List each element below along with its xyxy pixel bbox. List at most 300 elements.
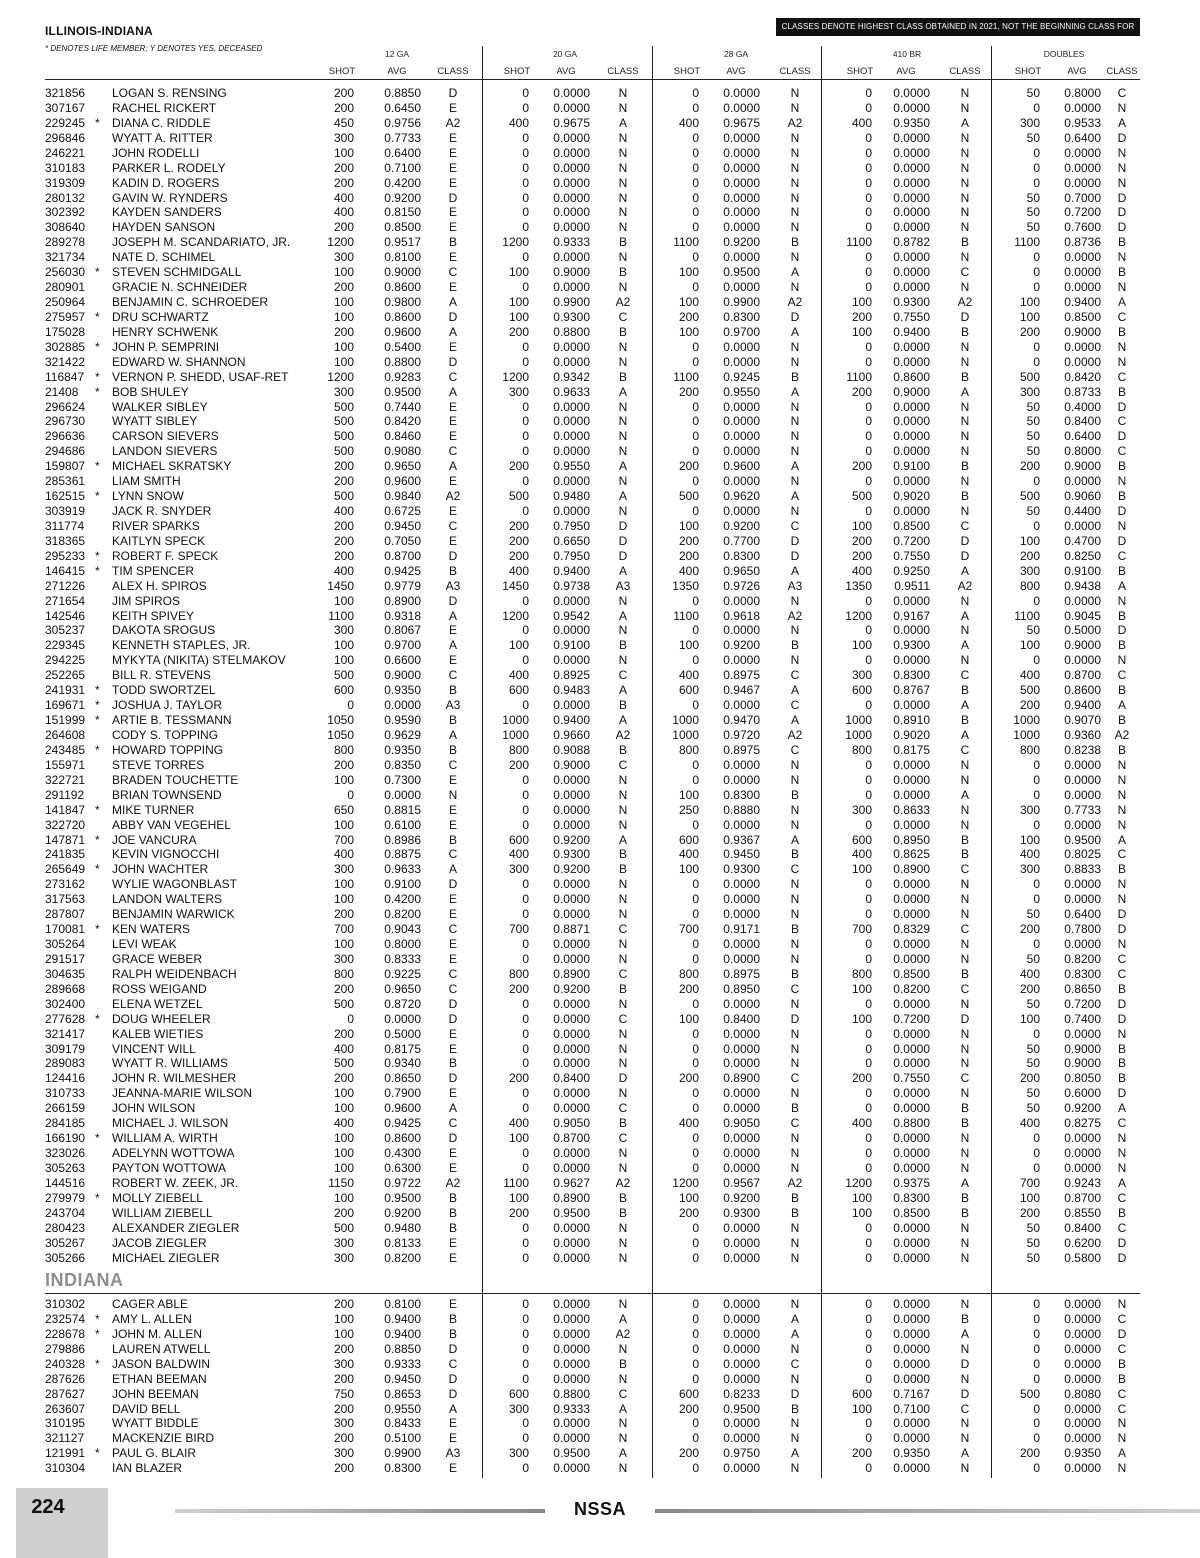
shot-count: 0	[522, 772, 529, 787]
shot-count: 50	[1026, 1086, 1040, 1101]
table-row	[0, 877, 1200, 892]
average: 0.7100	[893, 1401, 930, 1416]
shot-count: 200	[508, 324, 529, 339]
average: 0.8175	[893, 742, 930, 757]
member-name: RIVER SPARKS	[112, 518, 200, 533]
class: D	[448, 190, 458, 205]
member-name: WALKER SIBLEY	[112, 399, 208, 414]
class: N	[618, 1160, 628, 1175]
table-row	[0, 459, 1200, 474]
class: E	[448, 817, 458, 832]
average: 0.0000	[553, 1220, 590, 1235]
shot-count: 0	[692, 1416, 699, 1431]
shot-count: 0	[522, 1371, 529, 1386]
average: 0.7400	[1064, 1011, 1101, 1026]
average: 0.8400	[723, 1011, 760, 1026]
table-row	[0, 623, 1200, 638]
shot-count: 0	[692, 1101, 699, 1116]
shot-count: 100	[508, 638, 529, 653]
shot-count: 400	[508, 1116, 529, 1131]
class: C	[960, 1071, 970, 1086]
class: N	[790, 429, 800, 444]
member-id: 287807	[45, 907, 86, 922]
column-header-shot: SHOT	[1014, 66, 1042, 77]
class: A2	[445, 115, 461, 130]
shot-count: 200	[678, 309, 699, 324]
average: 0.8900	[384, 593, 421, 608]
class: N	[960, 504, 970, 519]
shot-count: 500	[333, 489, 354, 504]
shot-count: 400	[1019, 966, 1040, 981]
shot-count: 0	[522, 280, 529, 295]
class: N	[960, 951, 970, 966]
class: B	[618, 1356, 628, 1371]
shot-count: 300	[508, 1446, 529, 1461]
shot-count: 400	[851, 1116, 872, 1131]
shot-count: 800	[678, 742, 699, 757]
footer-rule-right	[655, 1509, 1200, 1513]
class: N	[960, 937, 970, 951]
class: N	[960, 892, 970, 907]
average: 0.0000	[723, 339, 760, 354]
class: B	[960, 459, 970, 474]
member-name: DAKOTA SROGUS	[112, 623, 216, 638]
average: 0.0000	[553, 1011, 590, 1026]
class: D	[790, 548, 800, 563]
class: C	[1117, 668, 1127, 683]
shot-count: 200	[333, 518, 354, 533]
shot-count: 500	[333, 429, 354, 444]
shot-count: 200	[1019, 548, 1040, 563]
average: 0.7200	[1064, 205, 1101, 220]
shot-count: 200	[333, 1401, 354, 1416]
class: B	[618, 862, 628, 877]
average: 0.9000	[1064, 1056, 1101, 1071]
member-name: KEN WATERS	[112, 922, 191, 937]
average: 0.9511	[894, 578, 930, 593]
class: D	[448, 996, 458, 1011]
average: 0.0000	[723, 280, 760, 295]
average: 0.9483	[553, 683, 590, 698]
average: 0.7600	[1064, 220, 1101, 235]
class: C	[618, 1011, 628, 1026]
class: C	[790, 1356, 800, 1371]
shot-count: 0	[522, 1311, 529, 1326]
shot-count: 0	[865, 1250, 872, 1265]
member-id: 243704	[45, 1205, 86, 1220]
shot-count: 0	[692, 145, 699, 160]
class: A	[1117, 1175, 1127, 1190]
table-row	[0, 146, 1200, 161]
average: 0.8200	[1064, 951, 1101, 966]
shot-count: 200	[678, 1401, 699, 1416]
shot-count: 0	[692, 1220, 699, 1235]
class: N	[790, 354, 800, 369]
shot-count: 0	[692, 250, 699, 265]
class: B	[448, 1326, 458, 1341]
average: 0.9200	[553, 981, 590, 996]
class: N	[960, 1371, 970, 1386]
average: 0.0000	[553, 1341, 590, 1356]
life-member-mark: *	[95, 265, 100, 280]
shot-count: 200	[1019, 922, 1040, 937]
member-name: JEANNA-MARIE WILSON	[112, 1086, 253, 1101]
average: 0.0000	[723, 1086, 760, 1101]
average: 0.8700	[384, 548, 421, 563]
average: 0.9738	[553, 578, 590, 593]
average: 0.0000	[553, 86, 590, 100]
shot-count: 50	[1026, 444, 1040, 459]
shot-count: 0	[865, 996, 872, 1011]
average: 0.0000	[553, 145, 590, 160]
column-header-avg: AVG	[387, 66, 407, 77]
average: 0.0000	[1064, 593, 1101, 608]
member-name: LYNN SNOW	[112, 489, 184, 504]
table-row	[0, 653, 1200, 668]
shot-count: 0	[692, 1326, 699, 1341]
shot-count: 200	[333, 86, 354, 100]
average: 0.9318	[384, 608, 421, 623]
average: 0.4200	[384, 892, 421, 907]
shot-count: 0	[522, 414, 529, 429]
class: N	[790, 1461, 800, 1476]
class: N	[960, 1220, 970, 1235]
average: 0.7200	[893, 533, 930, 548]
class: N	[960, 877, 970, 892]
class: A	[790, 324, 800, 339]
class: D	[448, 1071, 458, 1086]
average: 0.9550	[384, 1401, 421, 1416]
average: 0.9517	[384, 235, 421, 250]
table-row	[0, 967, 1200, 982]
shot-count: 0	[865, 145, 872, 160]
member-name: ETHAN BEEMAN	[112, 1371, 207, 1386]
class: N	[1117, 518, 1127, 533]
shot-count: 200	[333, 907, 354, 922]
shot-count: 600	[678, 1386, 699, 1401]
member-id: 264608	[45, 727, 86, 742]
class: N	[790, 877, 800, 892]
class: D	[790, 533, 800, 548]
shot-count: 100	[333, 638, 354, 653]
table-row	[0, 1327, 1200, 1342]
shot-count: 0	[522, 354, 529, 369]
average: 0.0000	[723, 653, 760, 668]
shot-count: 300	[333, 1446, 354, 1461]
average: 0.0000	[893, 1101, 930, 1116]
average: 0.0000	[553, 250, 590, 265]
member-name: WILLIAM ZIEBELL	[112, 1205, 213, 1220]
shot-count: 300	[333, 623, 354, 638]
average: 0.0000	[1064, 280, 1101, 295]
shot-count: 200	[851, 548, 872, 563]
shot-count: 0	[865, 653, 872, 668]
shot-count: 0	[692, 1026, 699, 1041]
average: 0.0000	[553, 1416, 590, 1431]
class: N	[618, 145, 628, 160]
shot-count: 100	[333, 1146, 354, 1161]
table-row	[0, 176, 1200, 191]
class: B	[618, 1190, 628, 1205]
class: N	[1117, 1297, 1127, 1311]
member-name: JASON BALDWIN	[112, 1356, 211, 1371]
average: 0.0000	[1064, 265, 1101, 280]
member-id: 121991	[45, 1446, 86, 1461]
average: 0.7440	[384, 399, 421, 414]
class: C	[448, 847, 458, 862]
table-row	[0, 698, 1200, 713]
average: 0.0000	[723, 1326, 760, 1341]
member-name: KAITLYN SPECK	[112, 533, 206, 548]
class: N	[790, 1235, 800, 1250]
average: 0.9300	[723, 862, 760, 877]
member-name: ELENA WETZEL	[112, 996, 203, 1011]
class: B	[960, 1190, 970, 1205]
member-name: LOGAN S. RENSING	[112, 86, 227, 100]
class: C	[790, 1116, 800, 1131]
average: 0.0000	[553, 802, 590, 817]
average: 0.5000	[384, 1026, 421, 1041]
class: C	[960, 668, 970, 683]
class: B	[1117, 638, 1127, 653]
shot-count: 0	[522, 787, 529, 802]
shot-count: 50	[1026, 1101, 1040, 1116]
shot-count: 100	[333, 309, 354, 324]
average: 0.8500	[893, 966, 930, 981]
average: 0.0000	[893, 250, 930, 265]
member-name: MYKYTA (NIKITA) STELMAKOV	[112, 653, 286, 668]
shot-count: 500	[333, 399, 354, 414]
member-id: 304635	[45, 966, 86, 981]
class: A	[618, 459, 628, 474]
class: D	[618, 1071, 628, 1086]
class: N	[790, 1220, 800, 1235]
shot-count: 100	[508, 1190, 529, 1205]
table-row	[0, 131, 1200, 146]
class: A	[448, 1401, 458, 1416]
shot-count: 1200	[502, 369, 529, 384]
shot-count: 600	[851, 683, 872, 698]
average: 0.6400	[384, 145, 421, 160]
state-title: ILLINOIS-INDIANA	[45, 24, 153, 38]
average: 0.0000	[1064, 817, 1101, 832]
shot-count: 0	[1033, 1431, 1040, 1446]
shot-count: 100	[333, 593, 354, 608]
class: N	[960, 280, 970, 295]
class: C	[448, 668, 458, 683]
member-id: 277628	[45, 1011, 86, 1026]
class: A	[618, 713, 628, 728]
class: D	[1117, 399, 1127, 414]
average: 0.8333	[384, 951, 421, 966]
average: 0.0000	[893, 892, 930, 907]
class: N	[960, 1250, 970, 1265]
shot-count: 0	[522, 220, 529, 235]
shot-count: 200	[1019, 698, 1040, 713]
shot-count: 100	[333, 1311, 354, 1326]
shot-count: 0	[692, 354, 699, 369]
class: N	[1117, 339, 1127, 354]
class: N	[618, 1297, 628, 1311]
average: 0.4000	[1064, 399, 1101, 414]
class: B	[790, 787, 800, 802]
page-number: 224	[31, 1496, 65, 1518]
class: N	[790, 1146, 800, 1161]
shot-count: 0	[692, 429, 699, 444]
average: 0.0000	[893, 1026, 930, 1041]
class: E	[448, 1461, 458, 1476]
table-row	[0, 758, 1200, 773]
average: 0.9470	[723, 713, 760, 728]
average: 0.0000	[1064, 145, 1101, 160]
class: C	[1117, 1401, 1127, 1416]
shot-count: 100	[678, 862, 699, 877]
member-name: IAN BLAZER	[112, 1461, 183, 1476]
shot-count: 0	[692, 907, 699, 922]
shot-count: 800	[1019, 578, 1040, 593]
class: A	[1117, 578, 1127, 593]
shot-count: 200	[851, 1071, 872, 1086]
shot-count: 0	[522, 399, 529, 414]
shot-count: 200	[508, 533, 529, 548]
shot-count: 300	[333, 130, 354, 145]
member-id: 291192	[45, 787, 85, 802]
average: 0.8200	[384, 907, 421, 922]
average: 0.0000	[1064, 518, 1101, 533]
shot-count: 500	[333, 414, 354, 429]
member-name: JOHN WILSON	[112, 1101, 196, 1116]
average: 0.0000	[893, 175, 930, 190]
class: N	[790, 145, 800, 160]
average: 0.0000	[553, 1250, 590, 1265]
average: 0.0000	[893, 1341, 930, 1356]
average: 0.8600	[893, 369, 930, 384]
class: C	[1117, 369, 1127, 384]
member-name: WYATT R. WILLIAMS	[112, 1056, 229, 1071]
member-id: 302392	[45, 205, 86, 220]
table-row	[0, 235, 1200, 250]
shot-count: 0	[865, 414, 872, 429]
average: 0.0000	[723, 1311, 760, 1326]
shot-count: 0	[865, 175, 872, 190]
average: 0.0000	[893, 474, 930, 489]
class: A	[448, 862, 458, 877]
member-id: 250964	[45, 295, 86, 310]
shot-count: 200	[333, 459, 354, 474]
class: B	[790, 847, 800, 862]
table-row	[0, 564, 1200, 579]
average: 0.8420	[384, 414, 421, 429]
member-name: DOUG WHEELER	[112, 1011, 211, 1026]
class: N	[960, 414, 970, 429]
class: A	[790, 489, 800, 504]
class: A	[618, 1446, 628, 1461]
shot-count: 0	[522, 698, 529, 713]
class: E	[448, 414, 458, 429]
shot-count: 0	[692, 937, 699, 951]
average: 0.9020	[893, 489, 930, 504]
shot-count: 0	[865, 504, 872, 519]
column-header-shot: SHOT	[503, 66, 531, 77]
life-member-mark: *	[95, 862, 100, 877]
average: 0.8900	[723, 1071, 760, 1086]
average: 0.8900	[553, 1190, 590, 1205]
table-row	[0, 937, 1200, 952]
average: 0.9722	[384, 1175, 421, 1190]
column-header-avg: AVG	[556, 66, 576, 77]
average: 0.4300	[384, 1146, 421, 1161]
average: 0.0000	[553, 623, 590, 638]
member-name: BENJAMIN WARWICK	[112, 907, 235, 922]
average: 0.0000	[1064, 1431, 1101, 1446]
member-id: 294686	[45, 444, 86, 459]
average: 0.0000	[723, 1131, 760, 1146]
shot-count: 0	[522, 250, 529, 265]
class: C	[618, 668, 628, 683]
shot-count: 200	[333, 280, 354, 295]
shot-count: 0	[1033, 1297, 1040, 1311]
table-row	[0, 803, 1200, 818]
class: B	[960, 966, 970, 981]
shot-count: 0	[865, 951, 872, 966]
class: B	[960, 713, 970, 728]
class: C	[1117, 309, 1127, 324]
class: C	[790, 742, 800, 757]
class: N	[618, 593, 628, 608]
shot-count: 0	[865, 937, 872, 951]
table-row	[0, 1146, 1200, 1161]
average: 0.0000	[553, 399, 590, 414]
shot-count: 0	[692, 444, 699, 459]
shot-count: 600	[508, 683, 529, 698]
shot-count: 0	[347, 787, 354, 802]
class: C	[1117, 548, 1127, 563]
average: 0.9000	[1064, 459, 1101, 474]
class: N	[960, 474, 970, 489]
average: 0.9000	[1064, 324, 1101, 339]
class: N	[960, 996, 970, 1011]
member-name: LEVI WEAK	[112, 937, 177, 951]
average: 0.9245	[723, 369, 760, 384]
class: E	[448, 160, 458, 175]
class: N	[618, 1461, 628, 1476]
shot-count: 400	[851, 115, 872, 130]
class: N	[618, 623, 628, 638]
member-name: LANDON WALTERS	[112, 892, 223, 907]
class: E	[448, 892, 458, 907]
class: B	[1117, 742, 1127, 757]
shot-count: 0	[1033, 354, 1040, 369]
column-header-shot: SHOT	[846, 66, 874, 77]
shot-count: 0	[1033, 1341, 1040, 1356]
average: 0.4700	[1064, 533, 1101, 548]
class: D	[1117, 996, 1127, 1011]
class: B	[960, 489, 970, 504]
average: 0.9350	[893, 115, 930, 130]
member-name: MOLLY ZIEBELL	[112, 1190, 203, 1205]
class: N	[1117, 1416, 1127, 1431]
member-id: 124416	[45, 1071, 86, 1086]
shot-count: 0	[865, 1101, 872, 1116]
shot-count: 700	[851, 922, 872, 937]
class: N	[1117, 354, 1127, 369]
average: 0.0000	[723, 1416, 760, 1431]
table-row	[0, 1191, 1200, 1206]
shot-count: 0	[1033, 518, 1040, 533]
average: 0.7700	[723, 533, 760, 548]
average: 0.9400	[1064, 295, 1101, 310]
class: B	[1117, 489, 1127, 504]
